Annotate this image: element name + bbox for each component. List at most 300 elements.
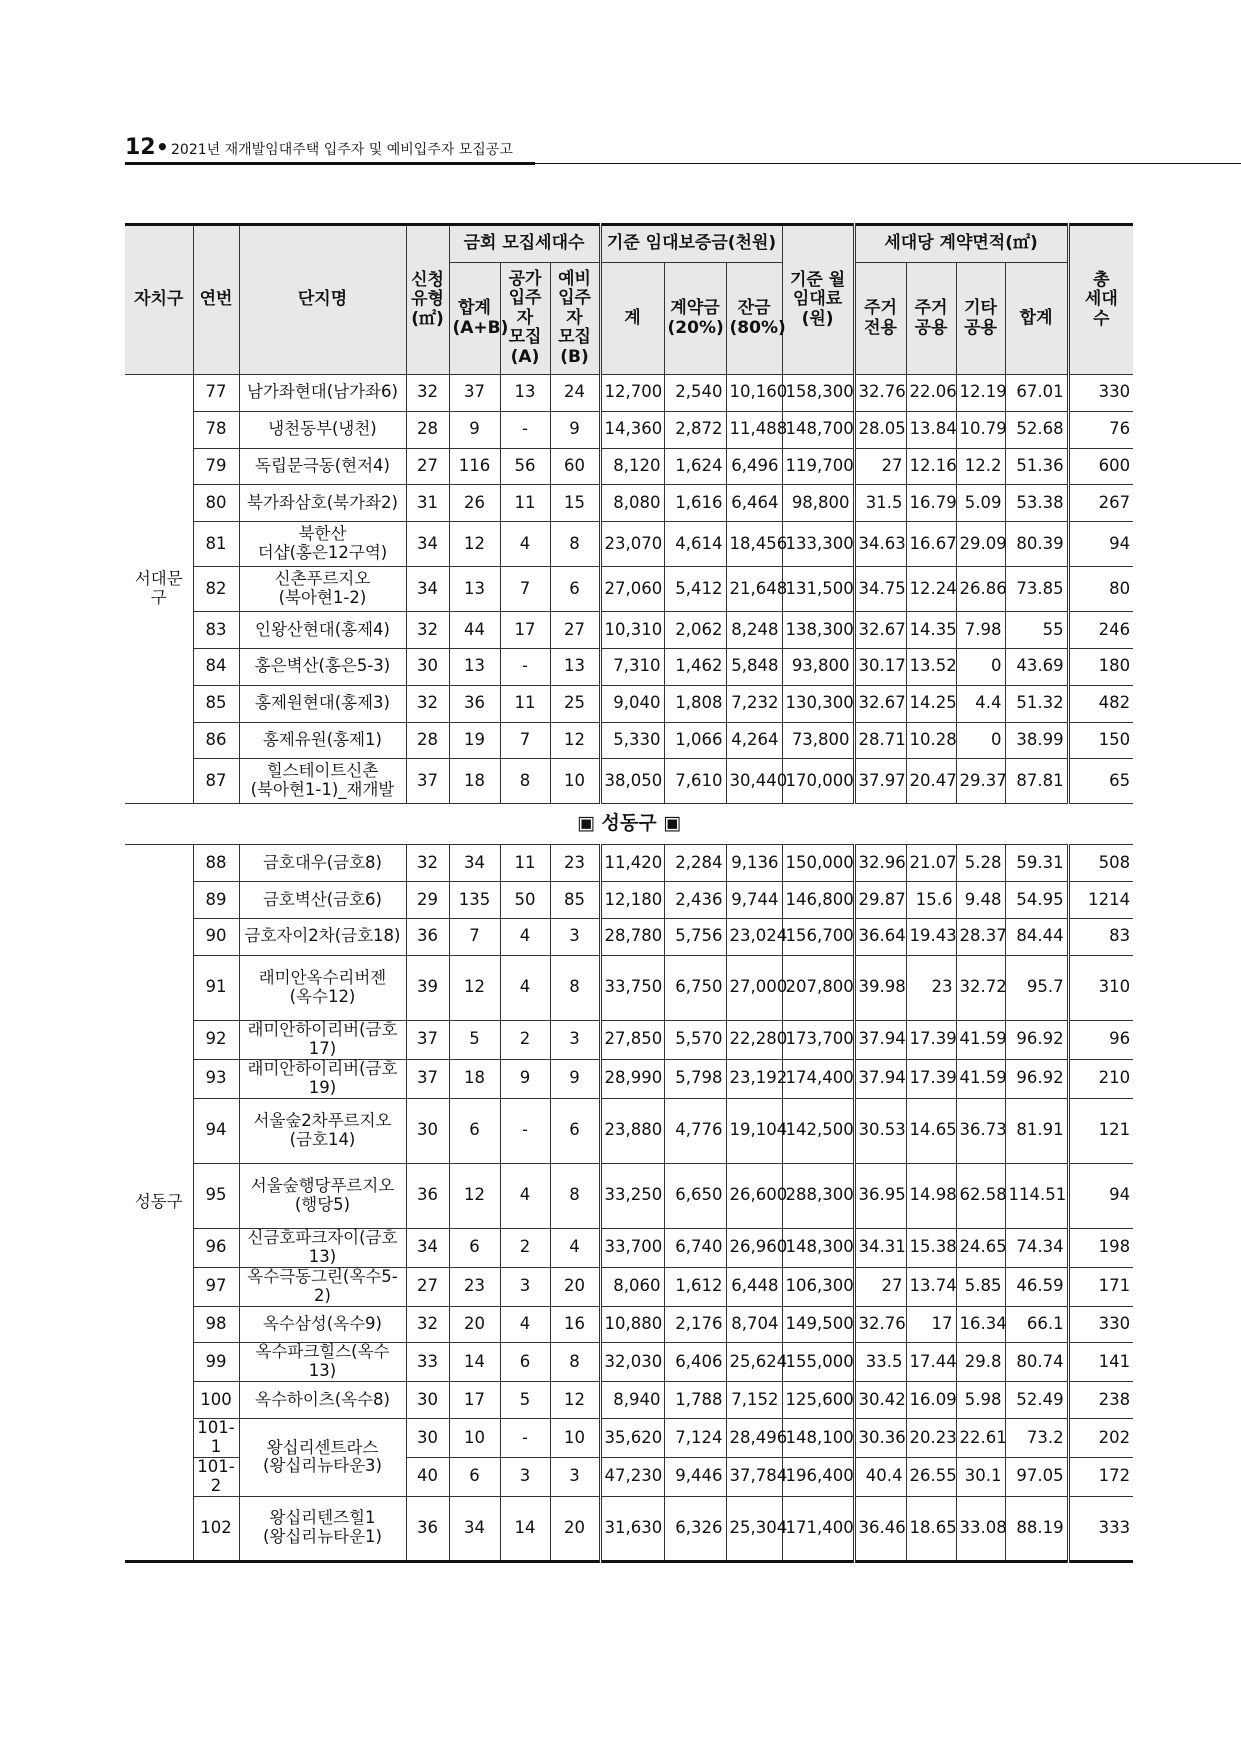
apply-type: 36 — [406, 1163, 449, 1228]
area-exclusive: 37.94 — [854, 1059, 906, 1098]
complex-name — [239, 1163, 406, 1228]
deposit-contract: 1,788 — [664, 1382, 726, 1419]
area-other: 0 — [956, 722, 1005, 759]
recruit-reserve: 60 — [550, 448, 600, 485]
complex-name-line: 옥수파크힐스(옥수13) — [255, 1342, 390, 1381]
col-group-area: 세대당 계약면적(㎡) — [854, 225, 1068, 263]
area-other: 26.86 — [956, 567, 1005, 612]
deposit-balance: 7,152 — [726, 1382, 782, 1419]
deposit-contract: 2,872 — [664, 411, 726, 448]
deposit-balance: 8,248 — [726, 612, 782, 649]
household-count: 330 — [1068, 375, 1133, 412]
complex-name-line: 금호벽산(금호6) — [262, 889, 382, 909]
monthly-rent: 170,000 — [782, 759, 854, 804]
apply-type: 32 — [406, 1306, 449, 1343]
deposit-balance: 25,624 — [726, 1343, 782, 1382]
complex-name-line: 옥수극동그린(옥수5-2) — [247, 1266, 398, 1305]
recruit-reserve: 12 — [550, 722, 600, 759]
area-exclusive: 32.67 — [854, 612, 906, 649]
household-count: 482 — [1068, 685, 1133, 722]
area-common: 14.65 — [906, 1098, 956, 1163]
deposit-total: 5,330 — [600, 722, 664, 759]
apply-type: 37 — [406, 1059, 449, 1098]
area-sum: 52.68 — [1005, 411, 1068, 448]
recruit-total: 135 — [449, 882, 500, 919]
area-exclusive: 32.67 — [854, 685, 906, 722]
deposit-balance: 18,456 — [726, 522, 782, 567]
monthly-rent: 150,000 — [782, 845, 854, 882]
complex-name-line: 북가좌삼호(북가좌2) — [247, 492, 398, 512]
row-no: 95 — [193, 1163, 239, 1228]
recruit-total: 10 — [449, 1419, 500, 1458]
complex-name — [239, 648, 406, 685]
table-row — [125, 1382, 1133, 1419]
complex-name — [239, 918, 406, 955]
table-row — [125, 485, 1133, 522]
deposit-balance: 30,440 — [726, 759, 782, 804]
recruit-public: 17 — [500, 612, 550, 649]
area-exclusive: 36.64 — [854, 918, 906, 955]
complex-name-line: 홍제유원(홍제1) — [262, 729, 382, 749]
row-no: 83 — [193, 612, 239, 649]
area-sum: 55 — [1005, 612, 1068, 649]
area-common: 20.23 — [906, 1419, 956, 1458]
area-common: 20.47 — [906, 759, 956, 804]
household-count: 171 — [1068, 1267, 1133, 1306]
col-group-deposit: 기준 임대보증금(천원) — [600, 225, 782, 263]
row-no: 77 — [193, 375, 239, 412]
apply-type: 30 — [406, 1419, 449, 1458]
col-households: 총 세대 수 — [1068, 225, 1133, 375]
recruit-total: 20 — [449, 1306, 500, 1343]
recruit-total: 17 — [449, 1382, 500, 1419]
table-row — [125, 722, 1133, 759]
recruit-total: 12 — [449, 1163, 500, 1228]
recruit-total: 34 — [449, 1496, 500, 1561]
complex-name — [239, 1306, 406, 1343]
row-no: 82 — [193, 567, 239, 612]
table-row — [125, 955, 1133, 1020]
apply-type: 29 — [406, 882, 449, 919]
complex-name-line: 독립문극동(현저4) — [255, 456, 390, 475]
area-sum: 84.44 — [1005, 918, 1068, 955]
monthly-rent: 148,100 — [782, 1419, 854, 1458]
apply-type: 30 — [406, 1382, 449, 1419]
row-no: 94 — [193, 1098, 239, 1163]
recruit-total: 9 — [449, 411, 500, 448]
recruit-reserve: 10 — [550, 1419, 600, 1458]
deposit-total: 31,630 — [600, 1496, 664, 1561]
deposit-total: 28,990 — [600, 1059, 664, 1098]
complex-name — [239, 485, 406, 522]
complex-name-line: 홍제원현대(홍제3) — [255, 693, 390, 713]
col-dep-contract: 계약금 (20%) — [664, 263, 726, 375]
household-count: 141 — [1068, 1343, 1133, 1382]
area-other: 4.4 — [956, 685, 1005, 722]
recruit-public: 8 — [500, 759, 550, 804]
complex-name — [239, 1059, 406, 1098]
area-other: 5.09 — [956, 485, 1005, 522]
deposit-total: 38,050 — [600, 759, 664, 804]
monthly-rent: 207,800 — [782, 955, 854, 1020]
apply-type: 30 — [406, 648, 449, 685]
area-sum: 80.74 — [1005, 1343, 1068, 1382]
deposit-contract: 2,062 — [664, 612, 726, 649]
area-common: 17.39 — [906, 1059, 956, 1098]
complex-name — [239, 375, 406, 412]
area-other: 28.37 — [956, 918, 1005, 955]
complex-name-line: 신촌푸르지오 — [274, 569, 371, 589]
deposit-balance: 21,648 — [726, 567, 782, 612]
area-sum: 51.32 — [1005, 685, 1068, 722]
area-sum: 81.91 — [1005, 1098, 1068, 1163]
monthly-rent: 146,800 — [782, 882, 854, 919]
table-row — [125, 845, 1133, 882]
area-other: 16.34 — [956, 1306, 1005, 1343]
complex-name-line: 왕십리텐즈힐1 — [269, 1508, 376, 1528]
household-count: 121 — [1068, 1098, 1133, 1163]
deposit-total: 11,420 — [600, 845, 664, 882]
deposit-balance: 19,104 — [726, 1098, 782, 1163]
monthly-rent: 156,700 — [782, 918, 854, 955]
row-no: 101-1 — [193, 1419, 239, 1458]
table-row — [125, 1267, 1133, 1306]
deposit-balance: 23,024 — [726, 918, 782, 955]
area-common: 14.35 — [906, 612, 956, 649]
recruit-reserve: 8 — [550, 1343, 600, 1382]
deposit-total: 33,250 — [600, 1163, 664, 1228]
area-exclusive: 40.4 — [854, 1457, 906, 1496]
deposit-total: 10,880 — [600, 1306, 664, 1343]
recruit-public: 3 — [500, 1267, 550, 1306]
table-row — [125, 1228, 1133, 1267]
table-head — [125, 225, 1133, 375]
apply-type: 36 — [406, 918, 449, 955]
col-total: 합계 (A+B) — [449, 263, 500, 375]
area-exclusive: 36.95 — [854, 1163, 906, 1228]
deposit-contract: 2,284 — [664, 845, 726, 882]
household-count: 246 — [1068, 612, 1133, 649]
table-row — [125, 522, 1133, 567]
recruit-public: 56 — [500, 448, 550, 485]
area-other: 62.58 — [956, 1163, 1005, 1228]
complex-name — [239, 1382, 406, 1419]
recruit-reserve: 27 — [550, 612, 600, 649]
complex-name-line: 서울숲2차푸르지오 — [253, 1110, 392, 1130]
complex-name — [239, 411, 406, 448]
apply-type: 31 — [406, 485, 449, 522]
col-rent: 기준 월 임대료 (원) — [782, 225, 854, 375]
recruit-public: 6 — [500, 1343, 550, 1382]
monthly-rent: 131,500 — [782, 567, 854, 612]
recruit-total: 13 — [449, 648, 500, 685]
deposit-balance: 28,496 — [726, 1419, 782, 1458]
col-area-common: 주거 공용 — [906, 263, 956, 375]
apply-type: 28 — [406, 411, 449, 448]
table-row — [125, 1098, 1133, 1163]
deposit-contract: 2,436 — [664, 882, 726, 919]
area-sum: 73.85 — [1005, 567, 1068, 612]
complex-name-line: (북아현1-2) — [278, 588, 367, 608]
row-no: 100 — [193, 1382, 239, 1419]
complex-name-line: (북아현1-1)_재개발 — [250, 780, 395, 800]
deposit-balance: 11,488 — [726, 411, 782, 448]
area-common: 19.43 — [906, 918, 956, 955]
deposit-balance: 26,600 — [726, 1163, 782, 1228]
apply-type: 32 — [406, 375, 449, 412]
deposit-contract: 1,612 — [664, 1267, 726, 1306]
col-type: 신청 유형 (㎡) — [406, 225, 449, 375]
household-count: 96 — [1068, 1020, 1133, 1059]
area-exclusive: 30.42 — [854, 1382, 906, 1419]
row-no: 91 — [193, 955, 239, 1020]
area-exclusive: 39.98 — [854, 955, 906, 1020]
col-area-exclusive: 주거 전용 — [854, 263, 906, 375]
deposit-total: 32,030 — [600, 1343, 664, 1382]
deposit-total: 33,700 — [600, 1228, 664, 1267]
area-exclusive: 34.75 — [854, 567, 906, 612]
recruit-reserve: 3 — [550, 1457, 600, 1496]
deposit-contract: 7,610 — [664, 759, 726, 804]
household-count: 600 — [1068, 448, 1133, 485]
area-other: 33.08 — [956, 1496, 1005, 1561]
recruit-public: 50 — [500, 882, 550, 919]
monthly-rent: 130,300 — [782, 685, 854, 722]
table-row — [125, 375, 1133, 412]
area-sum: 74.34 — [1005, 1228, 1068, 1267]
household-count: 83 — [1068, 918, 1133, 955]
area-other: 29.37 — [956, 759, 1005, 804]
monthly-rent: 98,800 — [782, 485, 854, 522]
apply-type: 34 — [406, 1228, 449, 1267]
table-row — [125, 411, 1133, 448]
complex-name — [239, 522, 406, 567]
row-no: 78 — [193, 411, 239, 448]
deposit-contract: 6,740 — [664, 1228, 726, 1267]
district-cell: 서대문구 — [125, 375, 193, 804]
area-sum: 53.38 — [1005, 485, 1068, 522]
complex-name-line: 래미안하이리버(금호17) — [247, 1019, 398, 1058]
monthly-rent: 148,700 — [782, 411, 854, 448]
recruit-total: 18 — [449, 1059, 500, 1098]
apply-type: 32 — [406, 845, 449, 882]
area-common: 14.25 — [906, 685, 956, 722]
table-body — [125, 375, 1133, 1562]
monthly-rent: 155,000 — [782, 1343, 854, 1382]
area-common: 15.38 — [906, 1228, 956, 1267]
household-count: 267 — [1068, 485, 1133, 522]
area-sum: 59.31 — [1005, 845, 1068, 882]
complex-name-line: 북한산 — [298, 524, 347, 544]
deposit-contract: 9,446 — [664, 1457, 726, 1496]
household-count: 238 — [1068, 1382, 1133, 1419]
household-count: 210 — [1068, 1059, 1133, 1098]
area-exclusive: 32.76 — [854, 1306, 906, 1343]
row-no: 86 — [193, 722, 239, 759]
page-header — [125, 135, 1135, 163]
monthly-rent: 196,400 — [782, 1457, 854, 1496]
recruit-total: 14 — [449, 1343, 500, 1382]
deposit-total: 7,310 — [600, 648, 664, 685]
row-no: 92 — [193, 1020, 239, 1059]
recruit-reserve: 6 — [550, 1098, 600, 1163]
complex-name — [239, 1228, 406, 1267]
complex-name-line: (옥수12) — [289, 986, 356, 1006]
household-count: 94 — [1068, 1163, 1133, 1228]
apply-type: 37 — [406, 759, 449, 804]
complex-name — [239, 1020, 406, 1059]
recruit-reserve: 20 — [550, 1267, 600, 1306]
housing-table — [125, 223, 1133, 1563]
deposit-total: 23,070 — [600, 522, 664, 567]
recruit-reserve: 3 — [550, 918, 600, 955]
deposit-total: 10,310 — [600, 612, 664, 649]
complex-name — [239, 567, 406, 612]
deposit-contract: 2,540 — [664, 375, 726, 412]
household-count: 80 — [1068, 567, 1133, 612]
area-exclusive: 29.87 — [854, 882, 906, 919]
area-sum: 95.7 — [1005, 955, 1068, 1020]
area-common: 12.16 — [906, 448, 956, 485]
deposit-balance: 6,464 — [726, 485, 782, 522]
complex-name — [239, 759, 406, 804]
recruit-public: 9 — [500, 1059, 550, 1098]
recruit-total: 5 — [449, 1020, 500, 1059]
deposit-contract: 4,614 — [664, 522, 726, 567]
area-sum: 96.92 — [1005, 1059, 1068, 1098]
area-sum: 88.19 — [1005, 1496, 1068, 1561]
table-row — [125, 1419, 1133, 1458]
area-other: 5.85 — [956, 1267, 1005, 1306]
deposit-total: 23,880 — [600, 1098, 664, 1163]
deposit-contract: 7,124 — [664, 1419, 726, 1458]
table-row — [125, 1020, 1133, 1059]
complex-name-line: 금호자이2차(금호18) — [244, 926, 401, 946]
row-no: 102 — [193, 1496, 239, 1561]
recruit-public: 2 — [500, 1228, 550, 1267]
deposit-total: 27,060 — [600, 567, 664, 612]
complex-name-line: 더샵(홍은12구역) — [257, 543, 388, 563]
recruit-public: 4 — [500, 522, 550, 567]
recruit-reserve: 3 — [550, 1020, 600, 1059]
monthly-rent: 288,300 — [782, 1163, 854, 1228]
monthly-rent: 142,500 — [782, 1098, 854, 1163]
area-common: 26.55 — [906, 1457, 956, 1496]
apply-type: 33 — [406, 1343, 449, 1382]
deposit-contract: 6,406 — [664, 1343, 726, 1382]
area-other: 41.59 — [956, 1020, 1005, 1059]
table-row — [125, 1059, 1133, 1098]
complex-name-line: (행당5) — [294, 1194, 351, 1214]
deposit-balance: 9,136 — [726, 845, 782, 882]
table-row — [125, 1163, 1133, 1228]
deposit-contract: 1,462 — [664, 648, 726, 685]
table-row — [125, 448, 1133, 485]
area-common: 17.44 — [906, 1343, 956, 1382]
complex-name-line: 홍은벽산(홍은5-3) — [254, 656, 391, 676]
area-common: 10.28 — [906, 722, 956, 759]
area-other: 0 — [956, 648, 1005, 685]
deposit-contract: 6,650 — [664, 1163, 726, 1228]
recruit-public: 5 — [500, 1382, 550, 1419]
col-complex: 단지명 — [239, 225, 406, 375]
recruit-public: 3 — [500, 1457, 550, 1496]
recruit-total: 26 — [449, 485, 500, 522]
complex-name-line: 서울숲행당푸르지오 — [250, 1175, 395, 1195]
area-other: 7.98 — [956, 612, 1005, 649]
area-common: 13.74 — [906, 1267, 956, 1306]
deposit-contract: 4,776 — [664, 1098, 726, 1163]
area-other: 32.72 — [956, 955, 1005, 1020]
recruit-public: 4 — [500, 1306, 550, 1343]
recruit-total: 6 — [449, 1228, 500, 1267]
complex-name — [239, 685, 406, 722]
recruit-public: 4 — [500, 918, 550, 955]
complex-name-line: 남가좌현대(남가좌6) — [247, 382, 398, 402]
complex-name-line: 래미안옥수리버젠 — [258, 967, 387, 987]
monthly-rent: 148,300 — [782, 1228, 854, 1267]
deposit-balance: 9,744 — [726, 882, 782, 919]
deposit-balance: 6,448 — [726, 1267, 782, 1306]
area-common: 15.6 — [906, 882, 956, 919]
table-row — [125, 612, 1133, 649]
row-no: 101-2 — [193, 1457, 239, 1496]
recruit-reserve: 13 — [550, 648, 600, 685]
area-common: 13.52 — [906, 648, 956, 685]
apply-type: 27 — [406, 1267, 449, 1306]
deposit-total: 12,180 — [600, 882, 664, 919]
deposit-total: 8,080 — [600, 485, 664, 522]
apply-type: 32 — [406, 612, 449, 649]
deposit-contract: 6,750 — [664, 955, 726, 1020]
col-dep-balance: 잔금 (80%) — [726, 263, 782, 375]
recruit-reserve: 15 — [550, 485, 600, 522]
complex-name-line: 신금호파크자이(금호13) — [247, 1227, 398, 1266]
row-no: 97 — [193, 1267, 239, 1306]
household-count: 172 — [1068, 1457, 1133, 1496]
area-exclusive: 37.97 — [854, 759, 906, 804]
area-other: 41.59 — [956, 1059, 1005, 1098]
area-sum: 67.01 — [1005, 375, 1068, 412]
recruit-total: 44 — [449, 612, 500, 649]
row-no: 89 — [193, 882, 239, 919]
section-row — [125, 804, 1133, 845]
deposit-total: 35,620 — [600, 1419, 664, 1458]
recruit-reserve: 8 — [550, 522, 600, 567]
deposit-balance: 6,496 — [726, 448, 782, 485]
district-cell: 성동구 — [125, 845, 193, 1562]
recruit-total: 7 — [449, 918, 500, 955]
complex-name — [239, 882, 406, 919]
recruit-public: 4 — [500, 955, 550, 1020]
recruit-reserve: 8 — [550, 1163, 600, 1228]
area-other: 24.65 — [956, 1228, 1005, 1267]
deposit-contract: 1,808 — [664, 685, 726, 722]
apply-type: 27 — [406, 448, 449, 485]
monthly-rent: 158,300 — [782, 375, 854, 412]
recruit-public: 2 — [500, 1020, 550, 1059]
area-sum: 52.49 — [1005, 1382, 1068, 1419]
area-sum: 43.69 — [1005, 648, 1068, 685]
household-count: 150 — [1068, 722, 1133, 759]
col-dep-total: 계 — [600, 263, 664, 375]
recruit-total: 6 — [449, 1457, 500, 1496]
recruit-reserve: 23 — [550, 845, 600, 882]
area-common: 13.84 — [906, 411, 956, 448]
recruit-public: 11 — [500, 845, 550, 882]
area-exclusive: 36.46 — [854, 1496, 906, 1561]
area-common: 12.24 — [906, 567, 956, 612]
